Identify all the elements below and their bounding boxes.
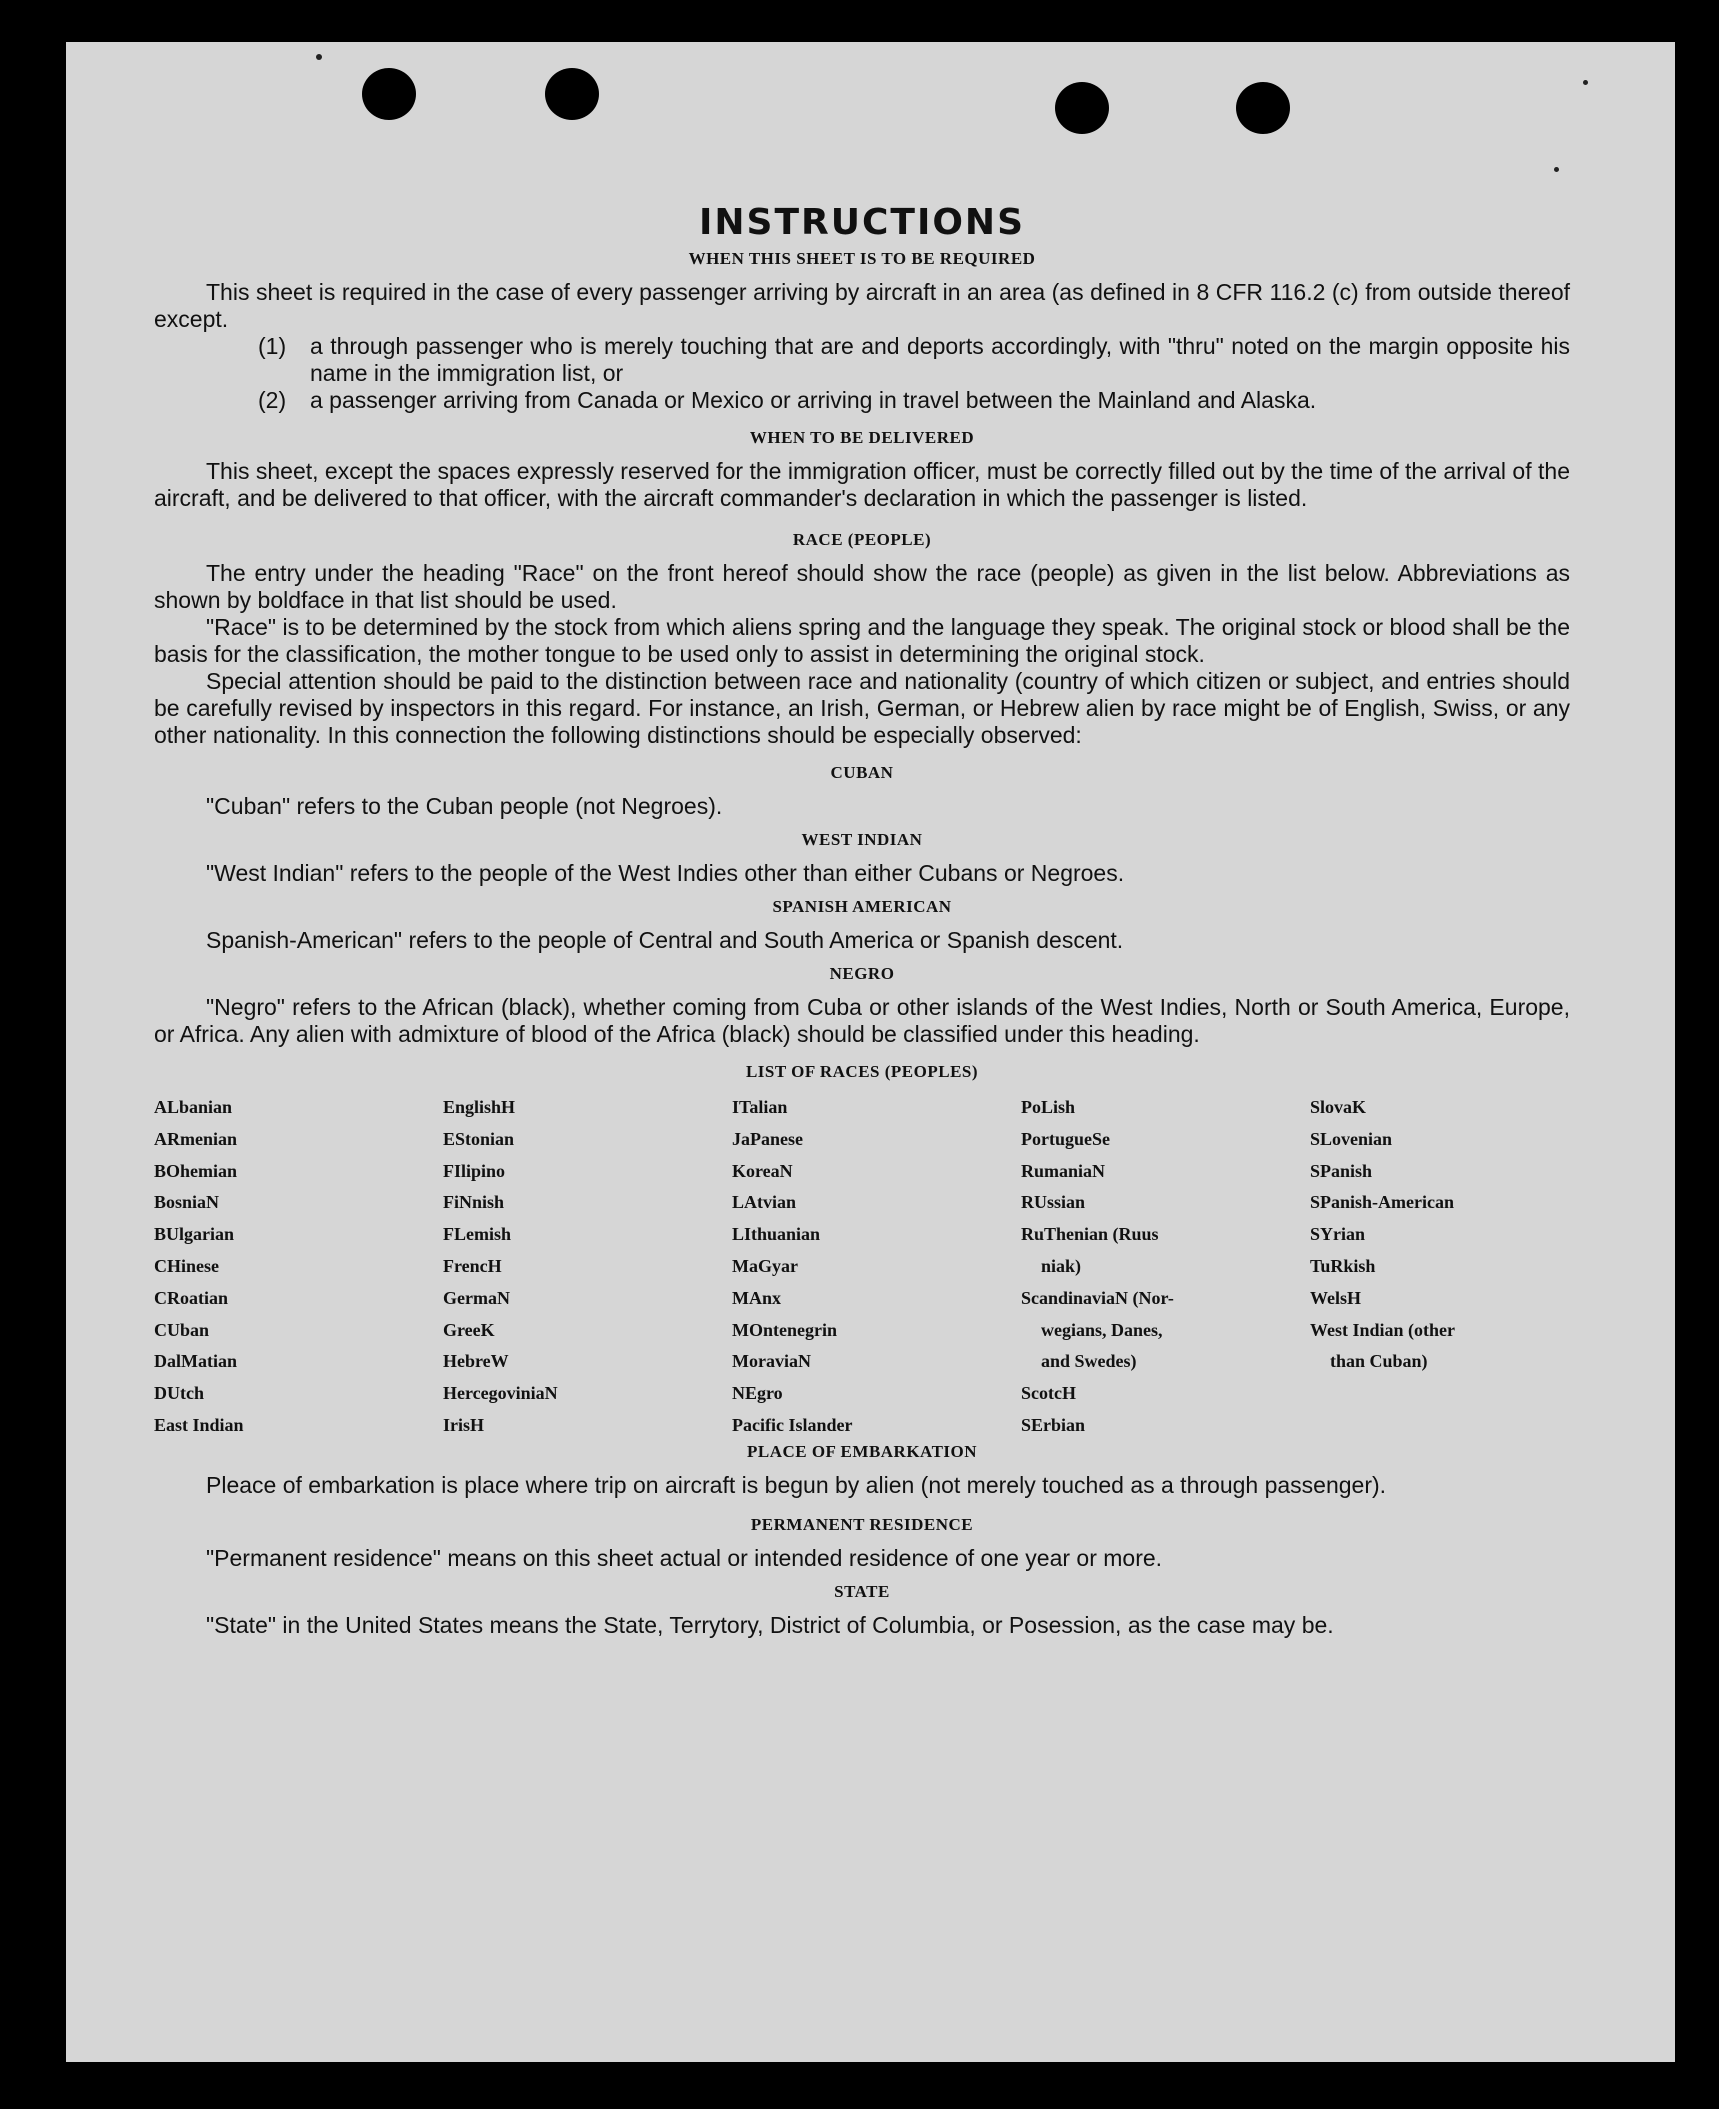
race-item: WelsH (1310, 1287, 1362, 1308)
race-item: TuRkish (1310, 1255, 1376, 1276)
race-item: and Swedes) (1041, 1351, 1137, 1372)
race-item: GermaN (443, 1287, 510, 1308)
race-item: PortugueSe (1021, 1128, 1110, 1149)
section-heading-cuban: CUBAN (830, 763, 894, 782)
race-item: SPanish (1310, 1160, 1373, 1181)
exception-text: a through passenger who is merely touching that are and deports accordingly, with "thru" noted on the margin opposite his name in the immigration list, or (310, 333, 1570, 386)
race-item: CHinese (154, 1255, 219, 1276)
race-item: RumaniaN (1021, 1160, 1106, 1181)
race-paragraph-3: Special attention should be paid to the distinction between race and nationality (country of which citizen or subject, and entries should be carefully revised by inspectors in this regard. For instance, an Irish, German, or Hebrew alien by race might be of English, Swiss, or any other nationality. In this connection the following distinctions should be especially observed: (154, 668, 1570, 748)
race-item: ITalian (732, 1097, 788, 1117)
races-column (732, 1092, 1021, 1442)
when-required-text: This sheet is required in the case of every passenger arriving by aircraft in an area (as defined in 8 CFR 116.2 (c) from outside thereof except. (154, 279, 1570, 332)
section-heading-negro: NEGRO (829, 964, 895, 983)
document-page (66, 42, 1675, 2062)
negro-text: "Negro" refers to the African (black), whether coming from Cuba or other islands of the West Indies, North or South America, Europe, or Africa. Any alien with admixture of blood of the Africa (black) should be classified under this heading. (154, 994, 1570, 1047)
race-item: Pacific Islander (732, 1414, 853, 1435)
page-title: INSTRUCTIONS (699, 202, 1025, 243)
race-item: FiNnish (443, 1192, 505, 1213)
race-item: SErbian (1021, 1414, 1086, 1435)
race-item: FIlipino (443, 1160, 506, 1181)
when-delivered-text: This sheet, except the spaces expressly reserved for the immigration officer, must be correctly filled out by the time of the arrival of the aircraft, and be delivered to that officer, with the aircraft commander's declaration in which the passenger is listed. (154, 458, 1570, 511)
race-paragraph-2: "Race" is to be determined by the stock from which aliens spring and the language they speak. The original stock or blood shall be the basis for the classification, the mother tongue to be used only to assist in determining the original stock. (154, 614, 1570, 667)
race-item: NEgro (732, 1383, 783, 1404)
speck (316, 54, 322, 60)
section-heading-when-delivered: WHEN TO BE DELIVERED (749, 428, 975, 447)
section-heading-list-of-races: LIST OF RACES (PEOPLES) (745, 1062, 979, 1081)
races-column (1021, 1092, 1310, 1442)
race-item: LAtvian (732, 1192, 797, 1213)
state-text: "State" in the United States means the State, Terrytory, District of Columbia, or Posession, as the case may be. (206, 1611, 1334, 1638)
race-item: HebreW (443, 1351, 509, 1372)
race-item: MAnx (732, 1287, 781, 1308)
section-heading-when-required: WHEN THIS SHEET IS TO BE REQUIRED (688, 249, 1036, 268)
race-item: ScandinaviaN (Nor- (1021, 1287, 1174, 1308)
race-item: GreeK (443, 1319, 495, 1340)
race-item: than Cuban) (1330, 1351, 1428, 1372)
race-item: IrisH (443, 1414, 485, 1435)
race-item: DUtch (154, 1383, 204, 1404)
cuban-text: "Cuban" refers to the Cuban people (not Negroes). (206, 793, 723, 819)
section-heading-embarkation: PLACE OF EMBARKATION (746, 1441, 978, 1461)
races-column (443, 1092, 732, 1442)
race-item: PoLish (1021, 1097, 1076, 1117)
race-item: RuThenian (Ruus (1021, 1224, 1159, 1245)
race-item: niak) (1041, 1255, 1082, 1276)
race-item: LIthuanian (732, 1224, 821, 1245)
section-heading-race: RACE (PEOPLE) (792, 530, 932, 549)
section-heading-permanent-residence: PERMANENT RESIDENCE (750, 1514, 974, 1534)
punch-hole (1055, 82, 1109, 134)
race-item: ALbanian (154, 1097, 233, 1117)
speck (1583, 80, 1588, 85)
race-item: West Indian (other (1310, 1319, 1456, 1340)
race-paragraph-1: The entry under the heading "Race" on the front hereof should show the race (people) as given in the list below. Abbreviations as shown by boldface in that list should be used. (154, 560, 1570, 613)
permanent-residence-text: "Permanent residence" means on this sheet actual or intended residence of one year or more. (206, 1544, 1163, 1571)
race-item: KoreaN (732, 1160, 793, 1181)
embarkation-text: Pleace of embarkation is place where trip on aircraft is begun by alien (not merely touched as a through passenger). (206, 1471, 1387, 1498)
speck (1554, 167, 1559, 172)
race-item: SPanish-American (1310, 1192, 1454, 1213)
race-item: FLemish (443, 1224, 512, 1245)
race-item: HercegoviniaN (443, 1383, 558, 1404)
race-item: FrencH (443, 1255, 502, 1276)
exception-text: a passenger arriving from Canada or Mexico or arriving in travel between the Mainland and Alaska. (310, 387, 1317, 413)
race-item: BosniaN (154, 1192, 220, 1213)
race-item: SLovenian (1310, 1128, 1393, 1149)
punch-hole (545, 68, 599, 120)
race-item: wegians, Danes, (1041, 1319, 1163, 1340)
spanish-american-text: Spanish-American" refers to the people of Central and South America or Spanish descent. (206, 927, 1124, 953)
races-list (154, 1092, 1570, 1442)
races-column (154, 1092, 443, 1442)
race-item: MaGyar (732, 1255, 798, 1276)
race-item: RUssian (1021, 1192, 1086, 1213)
section-heading-state: STATE (834, 1581, 890, 1601)
race-item: East Indian (154, 1414, 244, 1435)
exception-item (154, 387, 1570, 414)
race-item: SlovaK (1310, 1097, 1367, 1117)
exception-item (154, 333, 1570, 387)
race-item: MOntenegrin (732, 1319, 837, 1340)
exception-number: (2) (258, 387, 287, 413)
race-item: ARmenian (154, 1128, 238, 1149)
punch-hole (362, 68, 416, 120)
race-item: EnglishH (443, 1097, 516, 1117)
race-item: JaPanese (732, 1128, 803, 1149)
races-column (1310, 1092, 1580, 1442)
exception-number: (1) (258, 333, 287, 359)
instructions-content (154, 202, 1570, 1649)
race-item: ScotcH (1021, 1383, 1076, 1404)
race-item: MoraviaN (732, 1351, 811, 1372)
section-heading-spanish-american: SPANISH AMERICAN (772, 897, 952, 916)
race-item: SYrian (1310, 1224, 1366, 1245)
race-item: CUban (154, 1319, 210, 1340)
race-item: BUlgarian (154, 1224, 235, 1245)
race-item: DalMatian (154, 1351, 237, 1372)
punch-hole (1236, 82, 1290, 134)
race-item: BOhemian (154, 1160, 238, 1181)
west-indian-text: "West Indian" refers to the people of the West Indies other than either Cubans or Negroes. (206, 860, 1125, 886)
section-heading-west-indian: WEST INDIAN (801, 830, 923, 849)
race-item: EStonian (443, 1128, 515, 1149)
race-item: CRoatian (154, 1287, 229, 1308)
